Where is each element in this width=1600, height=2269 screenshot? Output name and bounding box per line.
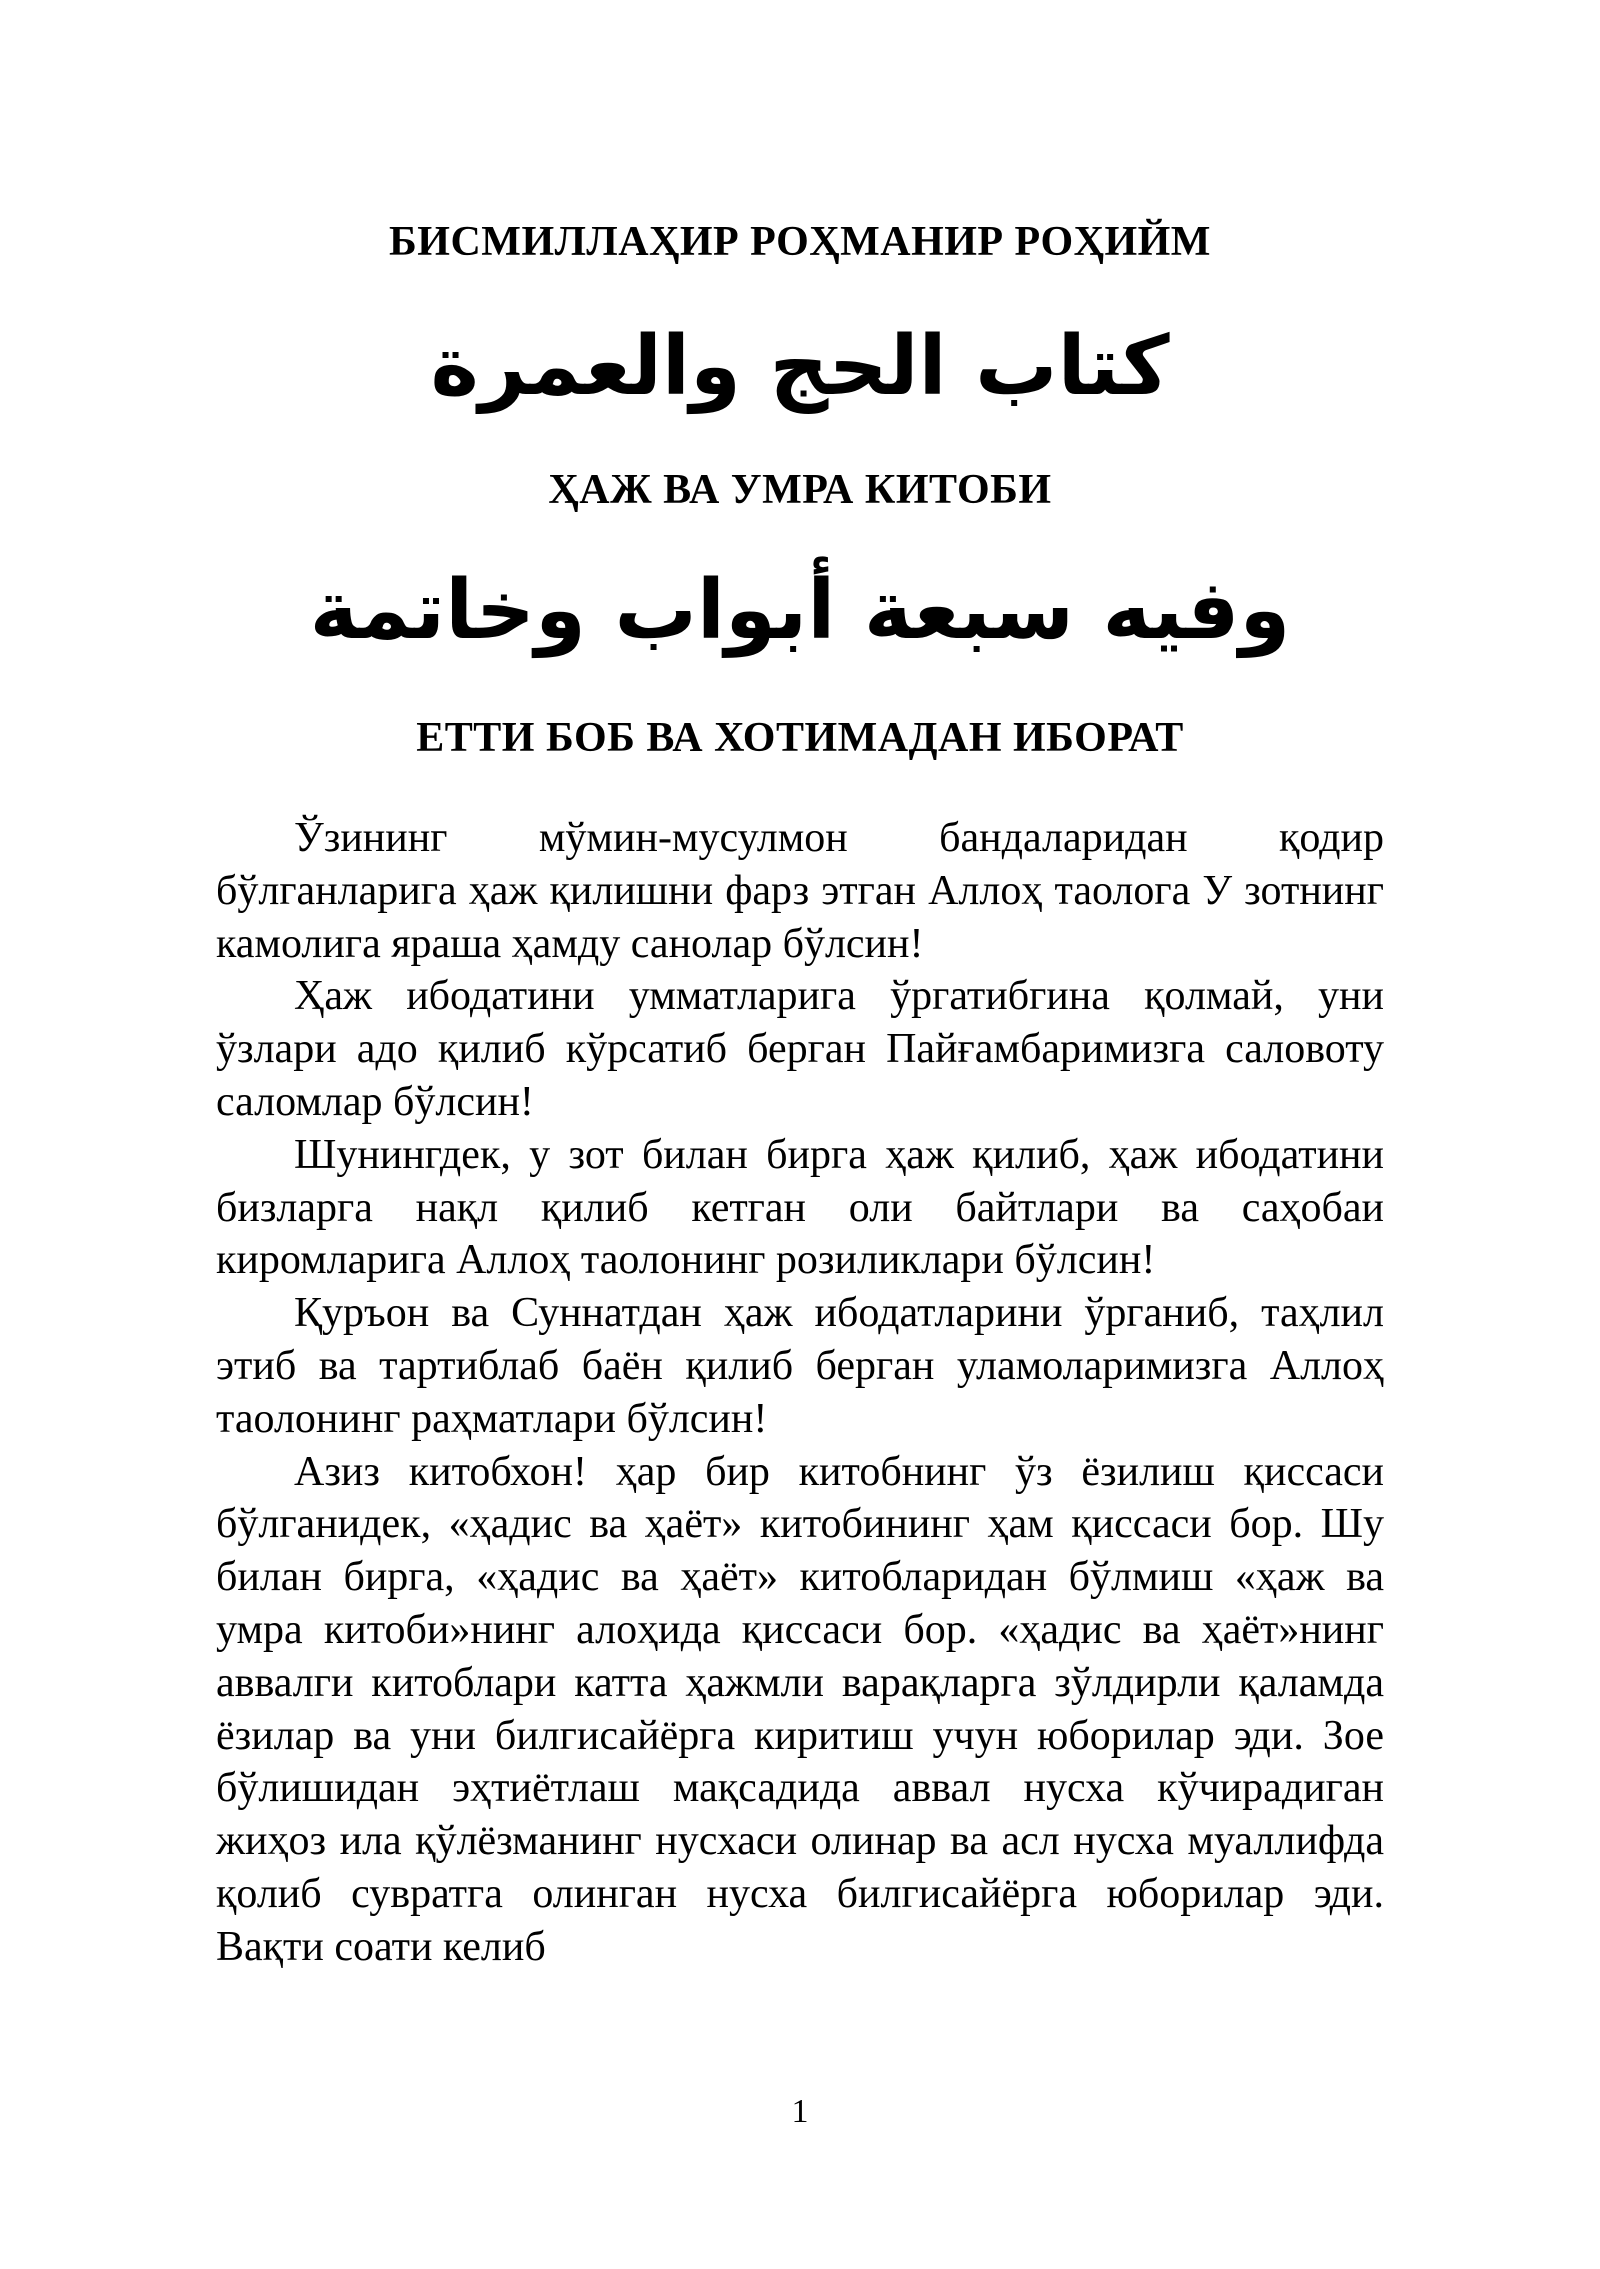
paragraph: Шунингдек, у зот билан бирга ҳаж қилиб, ҳаж ибодатини бизларга нақл қилиб кетган оли байтлари ва саҳобаи киромларига Аллоҳ таолонинг розиликлари бўлсин! [216,1131,1384,1284]
paragraph: Азиз китобхон! ҳар бир китобнинг ўз ёзилиш қиссаси бўлганидек, «ҳадис ва ҳаёт» китобининг ҳам қиссаси бор. Шу билан бирга, «ҳадис ва ҳаёт» китобларидан бўлмиш «ҳаж ва умра китоби»нинг алоҳида қиссаси бор. «ҳадис ва ҳаёт»нинг аввалги китоблари катта ҳажмли варақларга зўлдирли қаламда ёзилар ва уни билгисайёрга киритиш учун юборилар эди. Зое бўлишидан эҳтиётлаш мақсадида аввал нусха кўчирадиган жиҳоз ила қўлёзманинг нусхаси олинар ва асл нусха муаллифда қолиб сувратга олинган нусха билгисайёрга юборилар эди. Вақти соати келиб [216,1448,1384,1970]
paragraph: Ҳаж ибодатини умматларига ўргатибгина қолмай, уни ўзлари адо қилиб кўрсатиб берган Пайғамбаримизга саловоту саломлар бўлсин! [216,973,1384,1125]
book-subtitle: ЕТТИ БОБ ВА ХОТИМАДАН ИБОРАТ [416,715,1184,761]
arabic-subtitle: وفيه سبعة أبواب وخاتمة [309,563,1291,658]
bismillah-heading: БИСМИЛЛАҲИР РОҲМАНИР РОҲИЙМ [389,219,1211,265]
body-text [216,812,1384,1974]
page-number: 1 [791,2093,809,2130]
paragraph: Ўзининг мўмин-мусулмон бандаларидан қодир бўлганларига ҳаж қилишни фарз этган Аллоҳ таолога У зотнинг камолига яраша ҳамду санолар бўлсин! [216,815,1384,967]
book-title: ҲАЖ ВА УМРА КИТОБИ [548,467,1052,513]
arabic-title: كتاب الحج والعمرة [430,319,1170,414]
paragraph: Қуръон ва Суннатдан ҳаж ибодатларини ўрганиб, таҳлил этиб ва тартиблаб баён қилиб берган уламоларимизга Аллоҳ таолонинг раҳматлари бўлсин! [216,1290,1384,1442]
